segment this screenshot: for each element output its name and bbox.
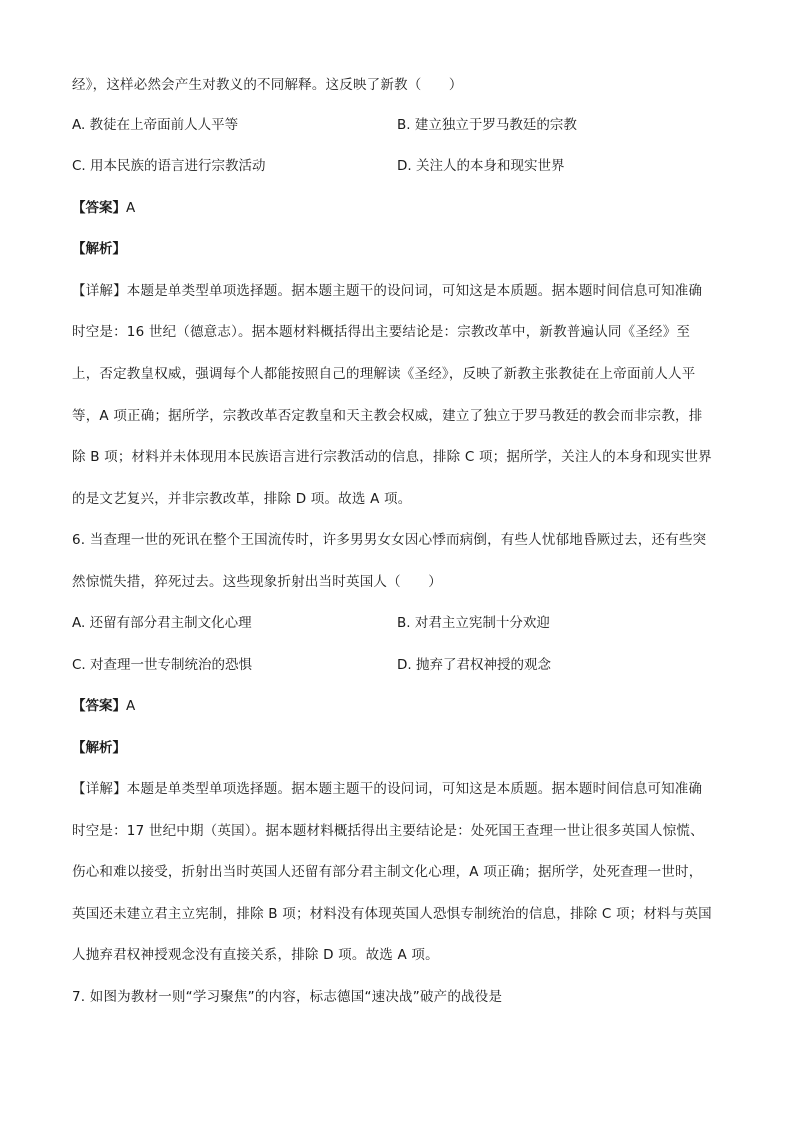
q5-option-b: B. 建立独立于罗马教廷的宗教 [397, 117, 577, 133]
q6-detail-line-4: 英国还未建立君主立宪制，排除 B 项；材料没有体现英国人恐惧专制统治的信息，排除 C 项；材料与英国 [72, 906, 712, 922]
q5-analysis-label: 【解析】 [72, 241, 126, 257]
q5-options-row-2 [72, 156, 732, 176]
q5-answer-label: 【答案】 [72, 200, 126, 216]
q5-stem-tail: 经》，这样必然会产生对教义的不同解释。这反映了新教（ ） [72, 77, 463, 93]
q5-option-a: A. 教徒在上帝面前人人平等 [72, 117, 239, 133]
q6-detail-line-1: 【详解】本题是单类型单项选择题。据本题主题干的设问词，可知这是本质题。据本题时间信息可知准确 [72, 781, 703, 797]
q6-detail-line-3: 伤心和难以接受，折射出当时英国人还留有部分君主制文化心理，A 项正确；据所学，处死查理一世时， [72, 864, 703, 880]
q6-answer [72, 696, 135, 716]
q5-answer [72, 198, 135, 218]
q6-analysis-label: 【解析】 [72, 740, 126, 756]
q6-answer-label: 【答案】 [72, 698, 126, 714]
q5-detail-line-4: 等，A 项正确；据所学，宗教改革否定教皇和天主教会权威，建立了独立于罗马教廷的教会而非宗教，排 [72, 408, 703, 424]
q6-option-b: B. 对君主立宪制十分欢迎 [397, 615, 550, 631]
q7-stem: 7. 如图为教材一则“学习聚焦”的内容，标志德国“速决战”破产的战役是 [72, 989, 503, 1005]
q6-stem-line-1: 6. 当查理一世的死讯在整个王国流传时，许多男男女女因心悸而病倒，有些人忧郁地昏厥过去，还有些突 [72, 532, 707, 548]
q5-answer-value: A [126, 200, 136, 216]
q6-option-d: D. 抛弃了君权神授的观念 [397, 657, 551, 673]
q5-detail-line-5: 除 B 项；材料并未体现用本民族语言进行宗教活动的信息，排除 C 项；据所学，关注人的本身和现实世界 [72, 449, 712, 465]
q6-detail-line-2: 时空是：17 世纪中期（英国）。据本题材料概括得出主要结论是：处死国王查理一世让很多英国人惊慌、 [72, 823, 704, 839]
q5-option-c: C. 用本民族的语言进行宗教活动 [72, 158, 266, 174]
q6-options-row-1 [72, 613, 732, 633]
q6-answer-value: A [126, 698, 136, 714]
q6-options-row-2 [72, 655, 732, 675]
q6-option-c: C. 对查理一世专制统治的恐惧 [72, 657, 253, 673]
q6-option-a: A. 还留有部分君主制文化心理 [72, 615, 252, 631]
q6-detail-line-5: 人抛弃君权神授观念没有直接关系，排除 D 项。故选 A 项。 [72, 947, 439, 963]
q5-detail-line-6: 的是文艺复兴，并非宗教改革，排除 D 项。故选 A 项。 [72, 491, 412, 507]
q5-detail-line-1: 【详解】本题是单类型单项选择题。据本题主题干的设问词，可知这是本质题。据本题时间信息可知准确 [72, 283, 703, 299]
q5-detail-line-3: 上，否定教皇权威，强调每个人都能按照自己的理解读《圣经》，反映了新教主张教徒在上帝面前人人平 [72, 366, 696, 382]
q5-options-row-1 [72, 115, 732, 135]
q5-option-d: D. 关注人的本身和现实世界 [397, 158, 565, 174]
q6-stem-line-2: 然惊慌失措，猝死过去。这些现象折射出当时英国人（ ） [72, 574, 442, 590]
q5-detail-line-2: 时空是：16 世纪（德意志）。据本题材料概括得出主要结论是：宗教改革中，新教普遍认同《圣经》至 [72, 324, 691, 340]
